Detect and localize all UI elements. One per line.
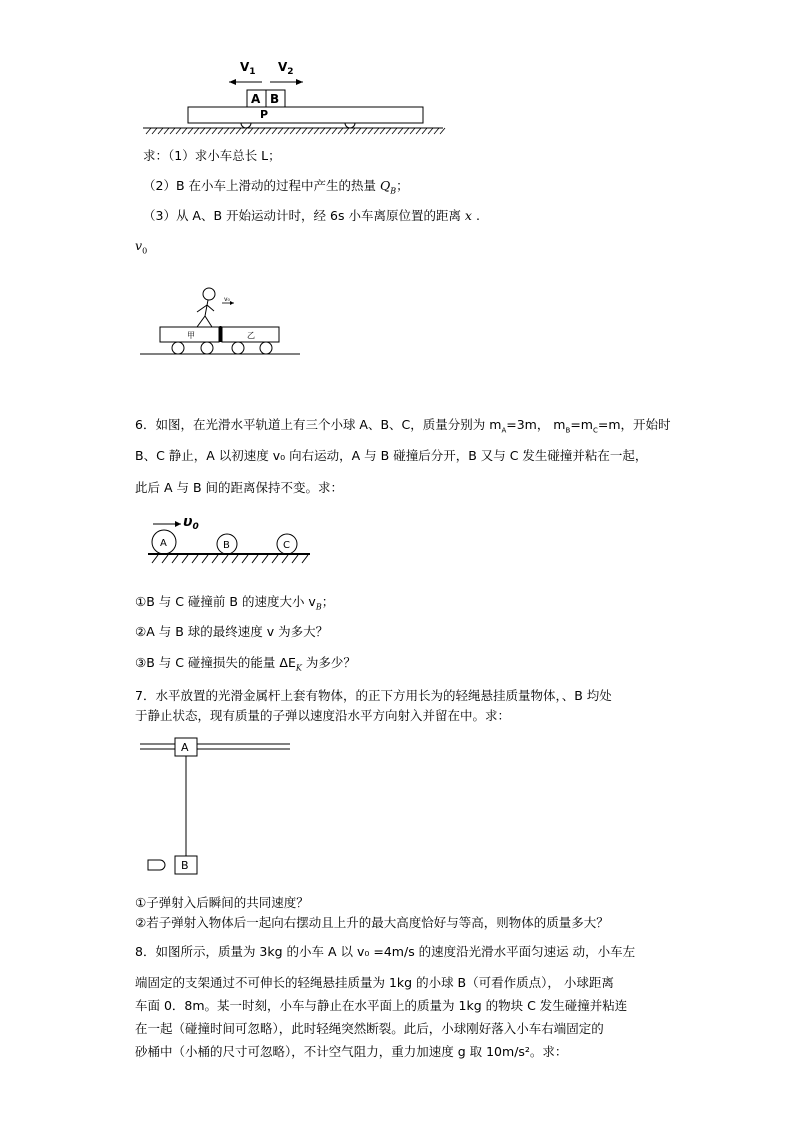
q7-sub2: ②若子弹射入物体后一起向右摆动且上升的最大高度恰好与等高，则物体的质量多大？	[135, 915, 609, 930]
person-arm2	[207, 305, 214, 311]
hatch-mark	[272, 555, 278, 563]
hatch-mark	[266, 128, 271, 134]
cart-jia-label: 甲	[187, 331, 195, 340]
q6-line2: B、C 静止，A 以初速度 v₀ 向右运动，A 与 B 碰撞后分开，B 又与 C 发生碰撞并粘在一起，	[135, 448, 648, 463]
hatch-mark	[422, 128, 427, 134]
hatch-mark	[206, 128, 211, 134]
hatch-mark	[284, 128, 289, 134]
hatch-mark	[192, 555, 198, 563]
hatch-mark	[320, 128, 325, 134]
hatch-mark	[242, 555, 248, 563]
hatch-mark	[236, 128, 241, 134]
hatch-mark	[212, 128, 217, 134]
hatch-mark	[182, 128, 187, 134]
hatch-mark	[428, 128, 433, 134]
wheel-2	[201, 342, 213, 354]
hatch-mark	[230, 128, 235, 134]
hatch-mark	[202, 555, 208, 563]
q7-line2: 于静止状态，现有质量的子弹以速度沿水平方向射入并留在中。求：	[135, 708, 511, 723]
hatch-mark	[242, 128, 247, 134]
person-leg1	[197, 316, 205, 327]
hatch-mark	[416, 128, 421, 134]
block-a-label: A	[181, 741, 189, 754]
hatch-mark	[398, 128, 403, 134]
person-leg2	[205, 316, 212, 327]
cart-yi-label: 乙	[247, 331, 255, 340]
hatch-mark	[158, 128, 163, 134]
ball-b-label: B	[223, 540, 230, 551]
hatch-mark	[146, 128, 151, 134]
hatch-mark	[314, 128, 319, 134]
wheel-4	[260, 342, 272, 354]
hatch-mark	[410, 128, 415, 134]
hatch-mark	[254, 128, 259, 134]
point-p-label: P	[260, 108, 269, 121]
q7-sub1: ①子弹射入后瞬间的共同速度？	[135, 895, 309, 910]
ground-hatch	[146, 128, 445, 134]
hatch-mark	[188, 128, 193, 134]
ball-a-label: A	[160, 538, 167, 549]
v0-arrow-head	[175, 521, 181, 527]
v2-arrow-head	[296, 79, 303, 85]
wheel-left	[241, 123, 251, 128]
q6-sub1: ①B 与 C 碰撞前 B 的速度大小 $v_B$；	[135, 594, 335, 612]
hatch-mark	[368, 128, 373, 134]
wheel-3	[232, 342, 244, 354]
hatch-mark	[194, 128, 199, 134]
cart-plank	[188, 107, 423, 123]
hatch-mark	[386, 128, 391, 134]
figure-pendulum	[0, 734, 794, 884]
hatch-mark	[302, 555, 308, 563]
bullet-shape	[148, 860, 165, 870]
person-velocity-head	[230, 301, 234, 305]
q6-sub2: ②A 与 B 球的最终速度 v 为多大？	[135, 624, 329, 639]
hatch-mark	[404, 128, 409, 134]
hatch-mark	[282, 555, 288, 563]
hatch-mark	[172, 555, 178, 563]
hatch-mark	[248, 128, 253, 134]
hatch-mark	[182, 555, 188, 563]
block-b-label: B	[181, 859, 189, 872]
q8-line5: 砂桶中（小桶的尺寸可忽略），不计空气阻力，重力加速度 g 取 10m/s²。求：	[135, 1044, 568, 1059]
hatch-mark	[332, 128, 337, 134]
wheel-1	[172, 342, 184, 354]
hatch-mark	[272, 128, 277, 134]
hatch-mark	[260, 128, 265, 134]
track-hatch	[152, 555, 308, 563]
v2-label: $V_2$	[278, 60, 294, 77]
q5-line3: （3）从 A、B 开始运动计时，经 6s 小车离原位置的距离 x .	[143, 208, 480, 223]
hatch-mark	[290, 128, 295, 134]
ball-c-label: C	[283, 540, 290, 551]
stray-v0: $v_0$	[135, 238, 148, 256]
v0-label: $\upsilon_0$	[183, 514, 199, 532]
v1-arrow-head	[229, 79, 236, 85]
q6-sub3: ③B 与 C 碰撞损失的能量 $\Delta E_K$ 为多少？	[135, 655, 356, 673]
hatch-mark	[252, 555, 258, 563]
hatch-mark	[302, 128, 307, 134]
hatch-mark	[362, 128, 367, 134]
q6-line1: 6．如图，在光滑水平轨道上有三个小球 A、B、C，质量分别为 $m_A=3m$， $m_B=m_C=m$，开始时	[135, 417, 671, 435]
hatch-mark	[338, 128, 343, 134]
hatch-mark	[292, 555, 298, 563]
person-body	[205, 300, 208, 316]
q5-line2: （2）B 在小车上滑动的过程中产生的热量 $Q_B$；	[143, 178, 409, 196]
hatch-mark	[224, 128, 229, 134]
person-velocity-label: v₀	[224, 296, 230, 303]
hatch-mark	[164, 128, 169, 134]
hatch-mark	[212, 555, 218, 563]
hatch-mark	[232, 555, 238, 563]
hatch-mark	[356, 128, 361, 134]
hatch-mark	[350, 128, 355, 134]
q8-line1: 8．如图所示，质量为 3kg 的小车 A 以 v₀ =4m/s 的速度沿光滑水平面匀速运 动，小车左	[135, 944, 636, 959]
hatch-mark	[344, 128, 349, 134]
q8-line2: 端固定的支架通过不可伸长的轻绳悬挂质量为 1kg 的小球 B（可看作质点）， 小球距离	[135, 975, 614, 990]
hatch-mark	[162, 555, 168, 563]
hatch-mark	[326, 128, 331, 134]
figure-three-balls	[0, 512, 794, 572]
hatch-mark	[152, 128, 157, 134]
q8-line3: 车面 0．8m。某一时刻，小车与静止在水平面上的质量为 1kg 的物块 C 发生碰撞并粘连	[135, 998, 628, 1013]
figure-cart-blocks	[0, 50, 794, 190]
hatch-mark	[170, 128, 175, 134]
q7-line1: 7．水平放置的光滑金属杆上套有物体，的正下方用长为的轻绳悬挂质量物体，、B 均处	[135, 688, 612, 703]
hatch-mark	[380, 128, 385, 134]
q8-line4: 在一起（碰撞时间可忽略），此时轻绳突然断裂。此后，小球刚好落入小车右端固定的	[135, 1021, 604, 1036]
hatch-mark	[434, 128, 439, 134]
hatch-mark	[374, 128, 379, 134]
hatch-mark	[296, 128, 301, 134]
q6-line3: 此后 A 与 B 间的距离保持不变。求：	[135, 480, 344, 495]
hatch-mark	[222, 555, 228, 563]
block-b-label: B	[270, 92, 280, 106]
block-a-label: A	[251, 92, 261, 106]
hatch-mark	[176, 128, 181, 134]
figure-person-carts	[0, 282, 794, 362]
hatch-mark	[392, 128, 397, 134]
wheel-right	[345, 123, 355, 128]
hatch-mark	[262, 555, 268, 563]
hatch-mark	[152, 555, 158, 563]
v1-label: $V_1$	[240, 60, 256, 77]
person-head	[203, 288, 215, 300]
hatch-mark	[278, 128, 283, 134]
hatch-mark	[308, 128, 313, 134]
hatch-mark	[440, 128, 445, 134]
q5-line1: 求：（1）求小车总长 L；	[143, 148, 281, 163]
hatch-mark	[218, 128, 223, 134]
hatch-mark	[200, 128, 205, 134]
